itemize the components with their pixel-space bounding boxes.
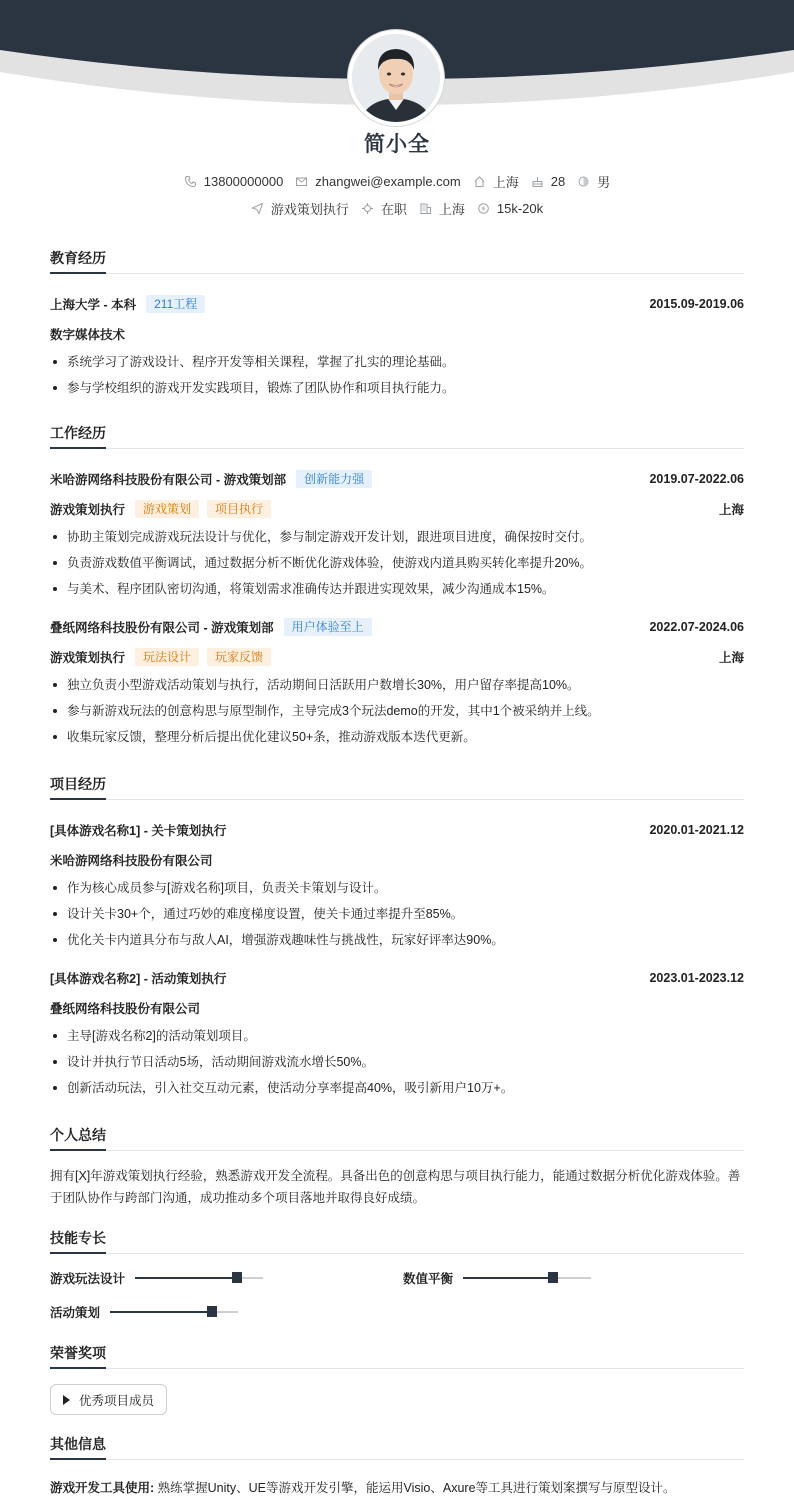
skill-tag: 项目执行 <box>207 500 271 518</box>
status-text: 在职 <box>380 201 407 217</box>
work-date: 2022.07-2024.06 <box>649 620 744 634</box>
list-item: 负责游戏数值平衡调试，通过数据分析不断优化游戏体验，使游戏内道具购买转化率提升20%。 <box>50 553 744 579</box>
gender-text: 男 <box>597 174 611 190</box>
work-section <box>50 423 744 753</box>
project-header <box>50 968 744 988</box>
awards-section <box>50 1343 744 1369</box>
status-item <box>361 199 407 217</box>
skill-bar <box>110 1311 238 1313</box>
project-bullets <box>50 878 744 956</box>
work-entry <box>50 617 744 753</box>
list-item: 作为核心成员参与[游戏名称]项目，负责关卡策划与设计。 <box>50 878 744 904</box>
salary-item <box>477 199 543 217</box>
gender-icon <box>577 175 590 188</box>
major-name: 数字媒体技术 <box>50 328 126 342</box>
school-tag: 211工程 <box>146 295 205 313</box>
summary-section <box>50 1125 744 1209</box>
project-title: [具体游戏名称2] - 活动策划执行 <box>50 972 227 986</box>
school-name: 上海大学 - 本科 <box>50 298 137 312</box>
home-icon <box>473 175 486 188</box>
company-name: 叠纸网络科技股份有限公司 - 游戏策划部 <box>50 621 274 635</box>
skill-bar-knob <box>548 1272 558 1283</box>
age-item <box>531 172 565 190</box>
cake-icon <box>531 175 544 188</box>
project-date: 2020.01-2021.12 <box>649 823 744 837</box>
salary-text: 15k-20k <box>496 200 544 216</box>
phone-text: 13800000000 <box>203 173 284 189</box>
skill-bar <box>463 1277 591 1279</box>
list-item: 收集玩家反馈，整理分析后提出优化建议50+条，推动游戏版本迭代更新。 <box>50 727 744 753</box>
other-section <box>50 1434 744 1496</box>
award-item-button[interactable] <box>50 1384 167 1415</box>
education-date: 2015.09-2019.06 <box>649 297 744 311</box>
skill-name: 活动策划 <box>50 1306 101 1320</box>
education-section <box>50 248 744 404</box>
project-bullets <box>50 1026 744 1104</box>
avatar <box>348 30 444 126</box>
list-item: 创新活动玩法，引入社交互动元素，使活动分享率提高40%，吸引新用户10万+。 <box>50 1078 744 1104</box>
skill-name: 游戏玩法设计 <box>50 1272 126 1286</box>
job-intent-item <box>251 199 349 217</box>
work-entry <box>50 469 744 605</box>
project-date: 2023.01-2023.12 <box>649 971 744 985</box>
list-item: 设计并执行节日活动5场，活动期间游戏流水增长50%。 <box>50 1052 744 1078</box>
company-name: 米哈游网络科技股份有限公司 - 游戏策划部 <box>50 473 287 487</box>
list-item: 协助主策划完成游戏玩法设计与优化，参与制定游戏开发计划，跟进项目进度，确保按时交付。 <box>50 527 744 553</box>
mail-icon <box>295 175 308 188</box>
skill-item <box>403 1269 591 1287</box>
section-title-skills: 技能专长 <box>50 1228 744 1254</box>
age-text: 28 <box>550 173 566 189</box>
section-title-education: 教育经历 <box>50 248 744 274</box>
work-header <box>50 469 744 489</box>
skill-bar-fill <box>463 1277 553 1279</box>
job-info-row <box>0 199 794 217</box>
award-label: 优秀项目成员 <box>79 1393 155 1408</box>
section-title-other: 其他信息 <box>50 1434 744 1460</box>
phone-icon <box>184 175 197 188</box>
skill-bar-fill <box>135 1277 237 1279</box>
project-company: 叠纸网络科技股份有限公司 <box>50 1002 201 1016</box>
work-header <box>50 617 744 637</box>
education-header <box>50 294 744 314</box>
list-item: 与美术、程序团队密切沟通，将策划需求准确传达并跟进实现效果，减少沟通成本15%。 <box>50 579 744 605</box>
gear-icon <box>361 202 374 215</box>
section-title-summary: 个人总结 <box>50 1125 744 1151</box>
section-title-work: 工作经历 <box>50 423 744 449</box>
project-entry <box>50 820 744 956</box>
education-bullets <box>50 352 744 404</box>
project-title: [具体游戏名称1] - 关卡策划执行 <box>50 824 227 838</box>
project-company-row <box>50 998 744 1018</box>
building-icon <box>419 202 432 215</box>
city-text: 上海 <box>438 201 465 217</box>
project-company: 米哈游网络科技股份有限公司 <box>50 854 213 868</box>
project-company-row <box>50 850 744 870</box>
section-title-projects: 项目经历 <box>50 774 744 800</box>
skill-bar-fill <box>110 1311 212 1313</box>
summary-text: 拥有[X]年游戏策划执行经验，熟悉游戏开发全流程。具备出色的创意构思与项目执行能力，能通过数据分析优化游戏体验。善于团队协作与跨部门沟通，成功推动多个项目落地并取得良好成绩。 <box>50 1169 741 1205</box>
position-name: 游戏策划执行 <box>50 503 126 517</box>
send-icon <box>251 202 264 215</box>
skills-section <box>50 1228 744 1254</box>
work-location: 上海 <box>718 651 744 665</box>
skill-bar-knob <box>207 1306 217 1317</box>
position-name: 游戏策划执行 <box>50 651 126 665</box>
company-tag: 创新能力强 <box>296 470 372 488</box>
project-entry <box>50 968 744 1104</box>
skill-bar-knob <box>232 1272 242 1283</box>
project-header <box>50 820 744 840</box>
skill-bar <box>135 1277 263 1279</box>
other-info-text: 熟练掌握Unity、UE等游戏开发引擎，能运用Visio、Axure等工具进行策划案撰写与原型设计。 <box>157 1481 676 1495</box>
skill-tag: 游戏策划 <box>135 500 199 518</box>
skill-tag: 玩家反馈 <box>207 648 271 666</box>
work-bullets <box>50 675 744 753</box>
other-info-row <box>50 1478 744 1496</box>
list-item: 系统学习了游戏设计、程序开发等相关课程，掌握了扎实的理论基础。 <box>50 352 744 378</box>
contact-info-row <box>0 172 794 190</box>
gender-item <box>577 172 610 190</box>
company-tag: 用户体验至上 <box>284 618 372 636</box>
list-item: 独立负责小型游戏活动策划与执行，活动期间日活跃用户数增长30%，用户留存率提高10%。 <box>50 675 744 701</box>
job-intent-text: 游戏策划执行 <box>270 201 349 217</box>
major-row <box>50 324 744 344</box>
list-item: 参与学校组织的游戏开发实践项目，锻炼了团队协作和项目执行能力。 <box>50 378 744 404</box>
position-row <box>50 499 744 519</box>
projects-section <box>50 774 744 1104</box>
list-item: 设计关卡30+个，通过巧妙的难度梯度设置，使关卡通过率提升至85%。 <box>50 904 744 930</box>
list-item: 参与新游戏玩法的创意构思与原型制作，主导完成3个玩法demo的开发，其中1个被采纳并上线。 <box>50 701 744 727</box>
skill-item <box>50 1303 238 1321</box>
work-bullets <box>50 527 744 605</box>
other-info-label: 游戏开发工具使用: <box>50 1481 155 1495</box>
list-item: 主导[游戏名称2]的活动策划项目。 <box>50 1026 744 1052</box>
hometown-item <box>473 172 519 190</box>
city-item <box>419 199 465 217</box>
coin-icon <box>477 202 490 215</box>
skill-name: 数值平衡 <box>403 1272 454 1286</box>
work-date: 2019.07-2022.06 <box>649 472 744 486</box>
section-title-awards: 荣誉奖项 <box>50 1343 744 1369</box>
position-row <box>50 647 744 667</box>
skill-tag: 玩法设计 <box>135 648 199 666</box>
candidate-name: 简小全 <box>364 133 430 156</box>
play-triangle-icon <box>63 1395 70 1405</box>
email-text: zhangwei@example.com <box>315 173 461 189</box>
hometown-text: 上海 <box>492 174 519 190</box>
work-location: 上海 <box>718 503 744 517</box>
list-item: 优化关卡内道具分布与敌人AI，增强游戏趣味性与挑战性，玩家好评率达90%。 <box>50 930 744 956</box>
email-item <box>295 172 460 190</box>
skill-item <box>50 1269 263 1287</box>
phone-item <box>184 172 284 190</box>
